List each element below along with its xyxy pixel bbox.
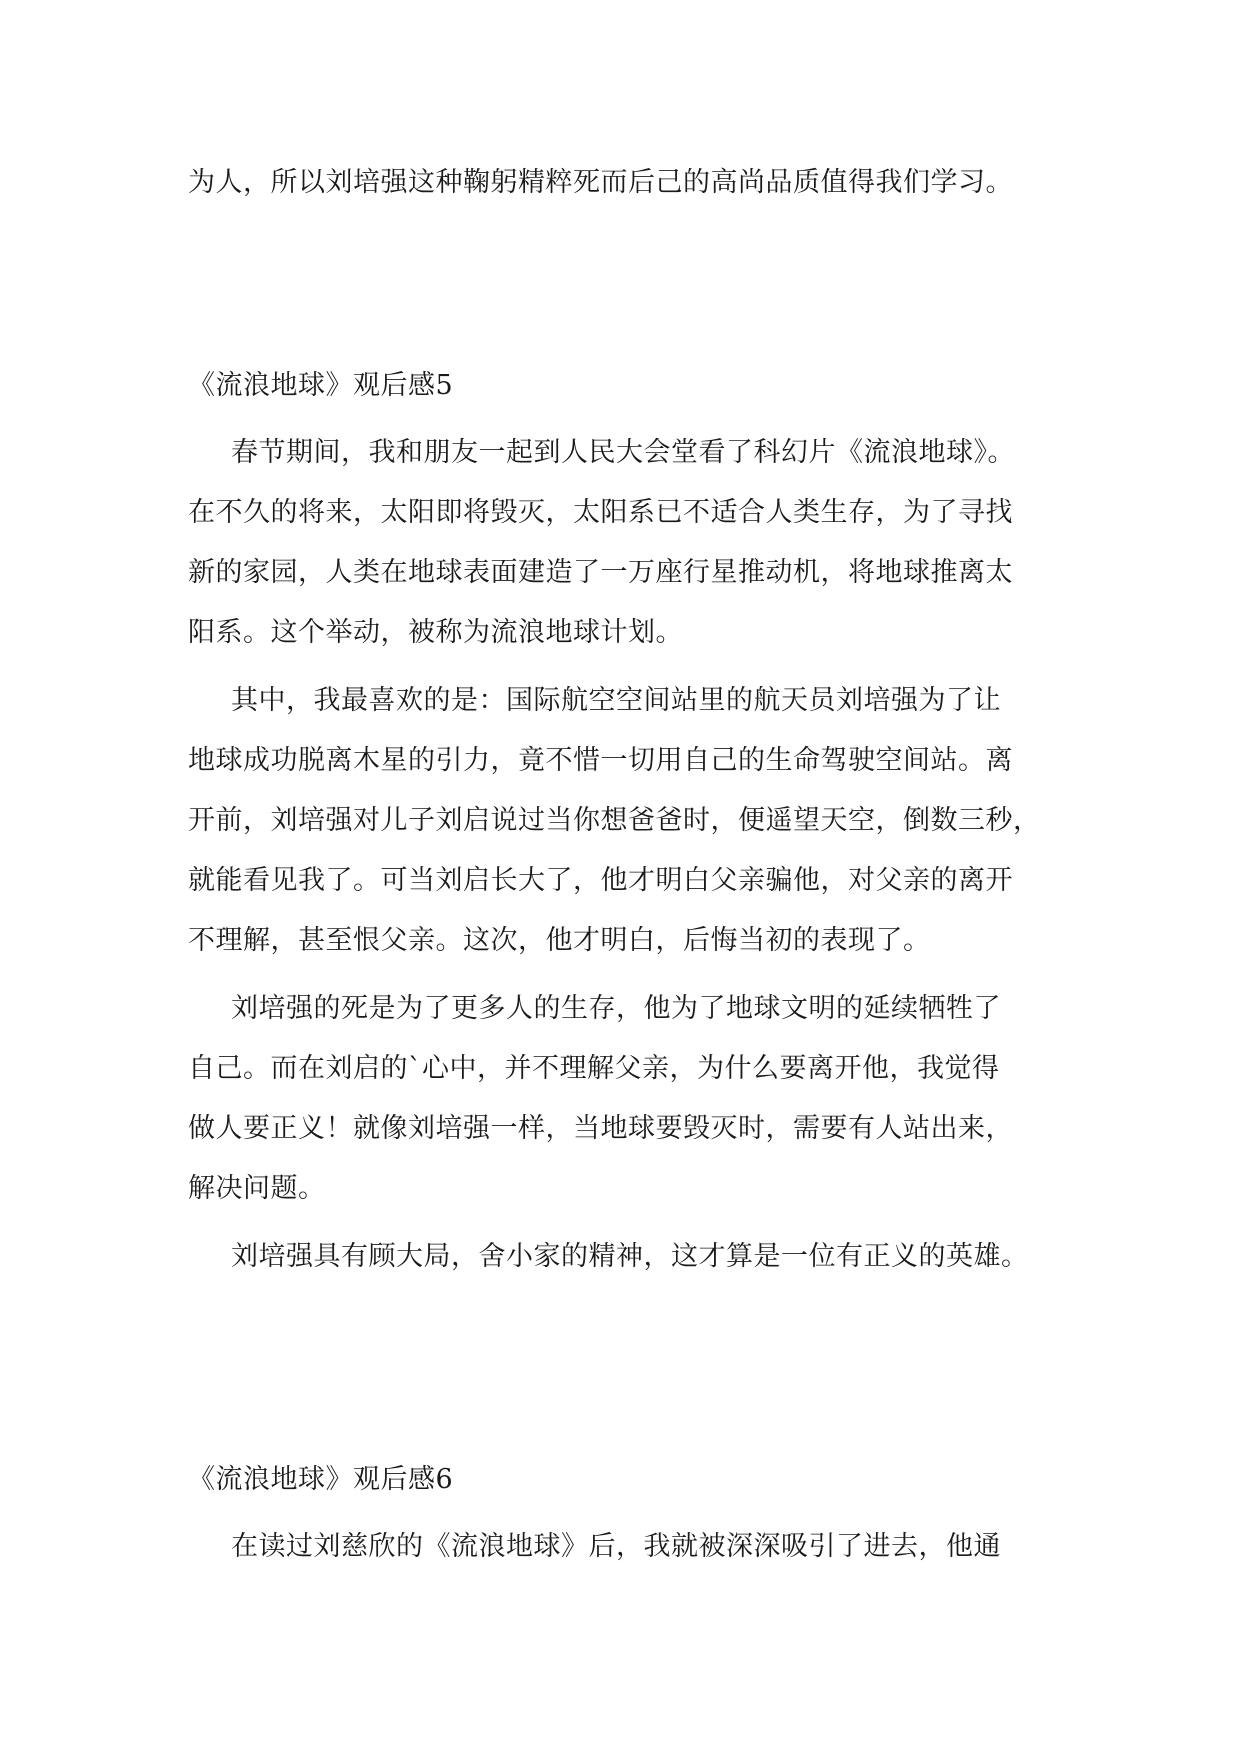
paragraph-line: 在不久的将来，太阳即将毁灭，太阳系已不适合人类生存，为了寻找 (188, 497, 1013, 528)
paragraph-line: 新的家园，人类在地球表面建造了一万座行星推动机，将地球推离太 (188, 557, 1013, 588)
paragraph-line: 地球成功脱离木星的引力，竟不惜一切用自己的生命驾驶空间站。离 (188, 745, 1013, 776)
paragraph-line: 解决问题。 (188, 1173, 326, 1204)
paragraph-line: 自己。而在刘启的`心中，并不理解父亲，为什么要离开他，我觉得 (188, 1053, 1000, 1084)
paragraph-line: 刘培强具有顾大局，舍小家的精神，这才算是一位有正义的英雄。 (231, 1241, 1029, 1272)
paragraph-line: 阳系。这个举动，被称为流浪地球计划。 (188, 617, 683, 648)
continuation-text: 为人，所以刘培强这种鞠躬精粹死而后己的高尚品质值得我们学习。 (188, 167, 1013, 198)
paragraph-line: 做人要正义！就像刘培强一样，当地球要毁灭时，需要有人站出来， (188, 1113, 1013, 1144)
paragraph-line: 其中，我最喜欢的是：国际航空空间站里的航天员刘培强为了让 (231, 685, 1001, 716)
paragraph-line: 在读过刘慈欣的《流浪地球》后，我就被深深吸引了进去，他通 (231, 1531, 1001, 1562)
paragraph-line: 刘培强的死是为了更多人的生存，他为了地球文明的延续牺牲了 (231, 993, 1001, 1024)
section-heading-6: 《流浪地球》观后感6 (188, 1464, 454, 1495)
section-heading-5: 《流浪地球》观后感5 (188, 370, 454, 401)
paragraph-line: 开前，刘培强对儿子刘启说过当你想爸爸时，便遥望天空，倒数三秒， (188, 805, 1041, 836)
paragraph-line: 春节期间，我和朋友一起到人民大会堂看了科幻片《流浪地球》。 (231, 437, 1015, 468)
paragraph-line: 不理解，甚至恨父亲。这次，他才明白，后悔当初的表现了。 (188, 925, 931, 956)
paragraph-line: 就能看见我了。可当刘启长大了，他才明白父亲骗他，对父亲的离开 (188, 865, 1013, 896)
